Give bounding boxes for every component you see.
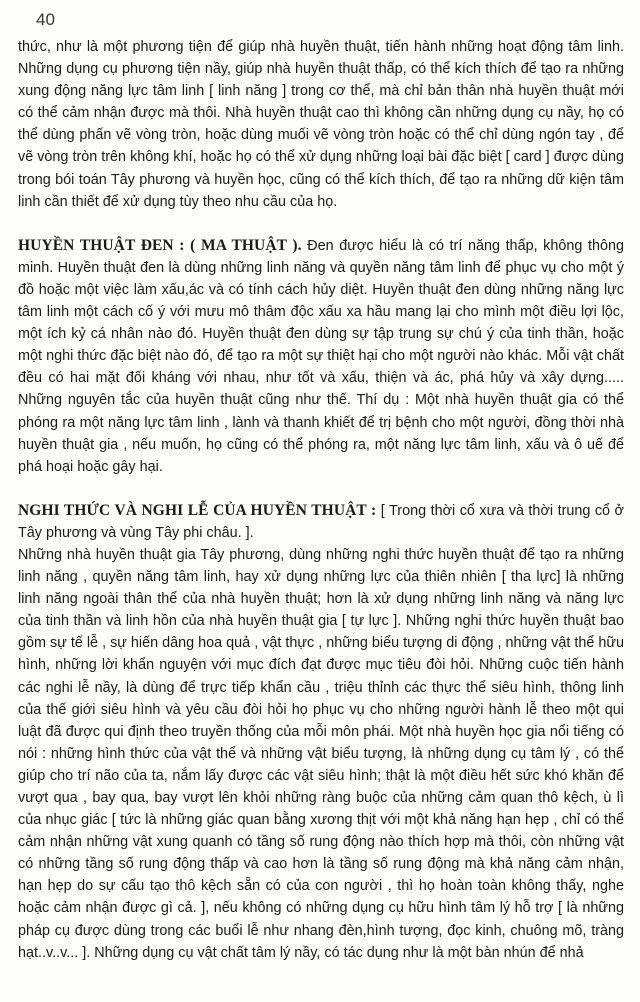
page-number: 40 (36, 10, 55, 29)
black-magic-heading: HUYỀN THUẬT ĐEN : ( MA THUẬT ). (18, 236, 302, 254)
intro-paragraph: thức, như là một phương tiện để giúp nhà huyền thuật, tiến hành những hoạt động tâm linh. Những dụng cụ phương tiện nầy, giúp nhà huyền thuật thấp, có thể kích thích để tạo ra những xung động năng lực tâm linh [ linh năng ] trong cơ thể, mà chỉ bản thân nhà huyền thuật mới có thể cảm nhận được mà thôi. Nhà huyền thuật cao thì không cần những dụng cụ nầy, họ có thể dùng phấn vẽ vòng tròn, hoặc dùng muối vẽ vòng tròn hoặc có thể chỉ dùng ngón tay , để vẽ vòng tròn trên không khí, hoặc họ có thể xử dụng những loại bài đặc biệt [ card ] được dùng trong bói toán Tây phương và huyền học, cũng có thể kích thích, để tạo ra những dữ kiện tâm linh cần thiết để xử dụng tùy theo nhu cầu của họ. (18, 39, 624, 210)
rituals-paragraph: Những nhà huyền thuật gia Tây phương, dùng những nghi thức huyền thuật để tạo ra những linh năng , quyền năng tâm linh, hay xử dụng những lực của thiên nhiên [ tha lực] là những linh năng ngoài thân thể của nhà huyền thuật; hơn là xử dụng những linh năng và năng lực của tinh thần và linh hồn của nhà huyền thuật gia [ tự lực ]. Những nghi thức huyền thuật bao gồm sự tế lễ , sự hiến dâng hoa quả , vật thực , những biểu tượng di động , những vật thể hữu hình, những lời khẩn nguyện với mục đích đạt được mục tiêu đòi hỏi. Những cuộc tiến hành các nghi lễ nầy, là dùng để trực tiếp khẩn cầu , triệu thỉnh các thực thể siêu hình, thông linh của thế giới siêu hình và yêu cầu đòi hỏi họ phục vụ cho những người hành lễ theo một qui luật đã được qui định theo truyền thống của mỗi môn phái. Một nhà huyền học gia nổi tiếng có nói : những hình thức của vật thể và những vật biểu tượng, là những dụng cụ tâm lý , có thể giúp cho trí não của ta, nắm lấy được các vật siêu hình; thật là một điều hết sức khó khăn để vượt qua , bay qua, bay vượt lên khỏi những ràng buộc của những cảm quan thô kệch, ù lì của nhục giác [ tức là những giác quan bằng xương thịt với một khả năng hạn hẹp , chỉ có thể cảm nhận những vật xung quanh có tầng số rung động nào thích hợp mà thôi, còn những vật có những tầng số rung động thấp và cao hơn là tầng số rung động mà khả năng cảm nhận, hạn hẹp do sự cấu tạo thô kệch sẵn có của con người , thì họ hoàn toàn không thấy, nghe hoặc cảm nhận được gì cả. ], nếu không có những dụng cụ hữu hình tâm lý hỗ trợ [ là những pháp cụ được dùng trong các buổi lễ như nhang đèn,hình tượng, đọc kinh, chuông mõ, tràng hạt..v..v... ]. Những dụng cụ vật chất tâm lý nầy, có tác dụng như là một bàn nhún để nhả (18, 546, 624, 961)
paragraph-spacer (18, 478, 624, 500)
black-magic-text: Đen được hiểu là có trí năng thấp, không thông minh. Huyền thuật đen là dùng những linh năng và quyền năng tâm linh để phục vụ cho một ý đồ hoặc một việc làm xấu,ác và có tính cách hủy diệt. Huyền thuật đen dùng những năng lực tâm linh một cách cố ý với mưu mô thâm độc xấu xa hầu mang lại cho mình một điều lợi lộc, một ích kỷ cá nhân nào đó. Huyền thuật đen dùng sự tập trung sự chú ý của tinh thần, hoặc một nghi thức đặc biệt nào đó, để tạo ra một sự thiệt hại cho một người nào khác. Mỗi vật chất đều có hai mặt đối kháng với nhau, như tốt và xấu, thiện và ác, phá hủy và xây dựng..... Những nguyên tắc của huyền thuật cũng như thế. Thí dụ : Một nhà huyền thuật gia có thể phóng ra một năng lực tâm linh , lành và thanh khiết để trị bệnh cho một người, đồng thời nhà huyền thuật gia , nếu muốn, họ cũng có thể phóng ra, một năng lực tâm linh, xấu và ô uế để phá hoại hoặc gây hại. (18, 237, 625, 475)
rituals-heading-paragraph (18, 500, 624, 544)
page-body (18, 36, 624, 964)
rituals-heading: NGHI THỨC VÀ NGHI LỄ CỦA HUYỀN THUẬT : (18, 501, 377, 519)
paragraph-spacer (18, 213, 624, 235)
black-magic-paragraph (18, 235, 624, 478)
rituals-lead-text: [ Trong thời cổ xưa và thời trung cổ ở Tây phương và vùng Tây phi châu. ]. (18, 502, 624, 541)
